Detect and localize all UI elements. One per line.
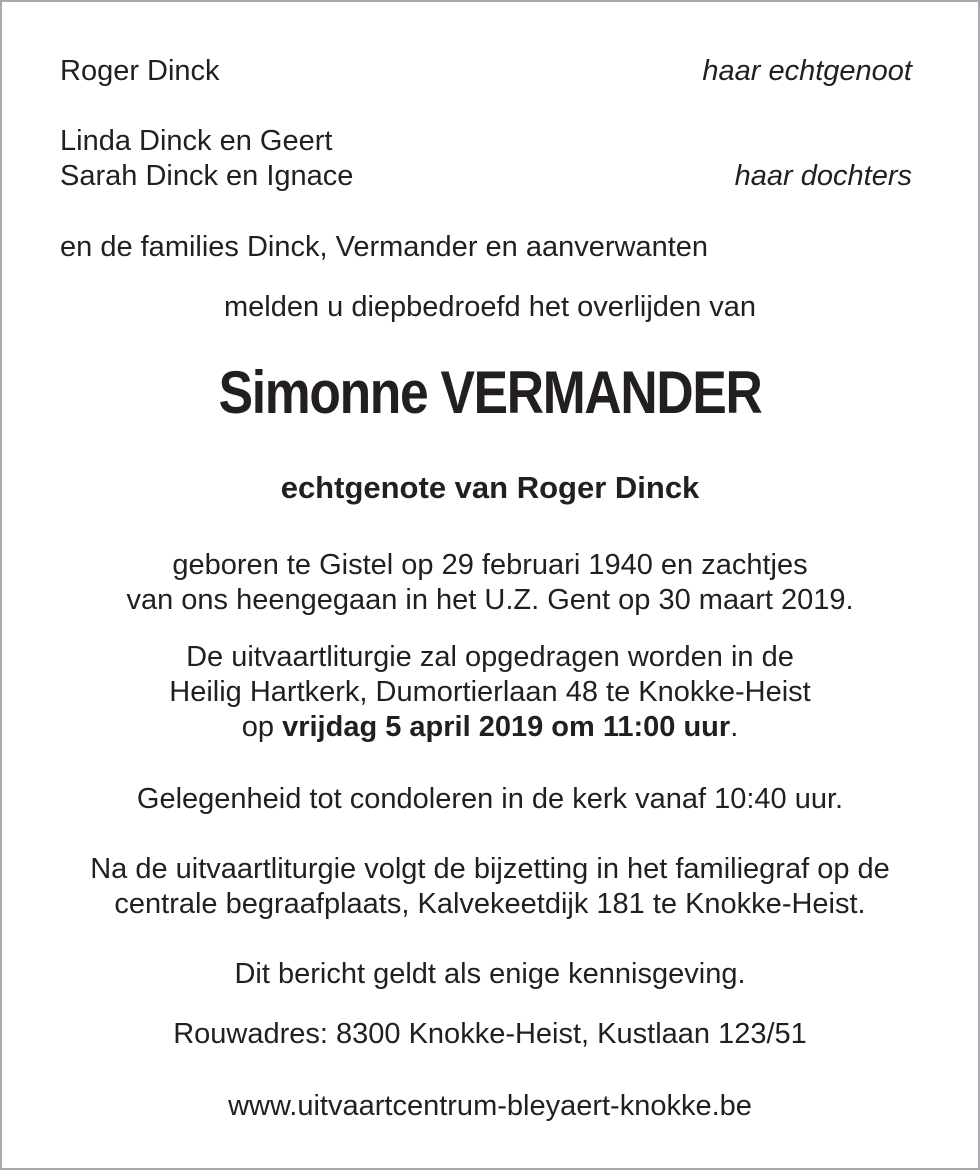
deceased-subtitle: echtgenote van Roger Dinck [280, 470, 700, 505]
spouse-row [60, 54, 912, 89]
funeral-date: vrijdag 5 april 2019 om 11:00 uur [282, 711, 731, 743]
daughters-row [60, 159, 912, 194]
funeral-line-2: Heilig Hartkerk, Dumortierlaan 48 te Knokke-Heist [169, 676, 811, 708]
burial-line-2: centrale begraafplaats, Kalvekeetdijk 181 te Knokke-Heist. [114, 888, 866, 920]
funeral-line-1: De uitvaartliturgie zal opgedragen worden in de [186, 641, 794, 673]
burial-line-1: Na de uitvaartliturgie volgt de bijzetting in het familiegraf op de [90, 853, 890, 885]
notice-line: Dit bericht geldt als enige kennisgeving. [234, 958, 746, 990]
funeral-date-prefix: op [241, 711, 275, 743]
daughter-1: Linda Dinck en Geert [60, 125, 333, 157]
deceased-name: Simonne VERMANDER [218, 359, 762, 426]
families-line: en de families Dinck, Vermander en aanverwanten [60, 231, 709, 263]
birth-line-2: van ons heengegaan in het U.Z. Gent op 30 maart 2019. [126, 584, 854, 616]
funeral-date-suffix: . [730, 711, 739, 743]
website-line: www.uitvaartcentrum-bleyaert-knokke.be [228, 1090, 752, 1122]
funeral-line-3 [2, 710, 978, 745]
address-line: Rouwadres: 8300 Knokke-Heist, Kustlaan 123/51 [173, 1018, 807, 1050]
daughter-2: Sarah Dinck en Ignace [60, 160, 354, 192]
daughters-relation: haar dochters [734, 160, 912, 192]
spouse-name: Roger Dinck [60, 55, 220, 87]
birth-line-1: geboren te Gistel op 29 februari 1940 en zachtjes [172, 549, 808, 581]
spouse-relation: haar echtgenoot [702, 55, 912, 87]
condolences-line: Gelegenheid tot condoleren in de kerk vanaf 10:40 uur. [136, 783, 844, 815]
announcement-line: melden u diepbedroefd het overlijden van [223, 291, 757, 323]
